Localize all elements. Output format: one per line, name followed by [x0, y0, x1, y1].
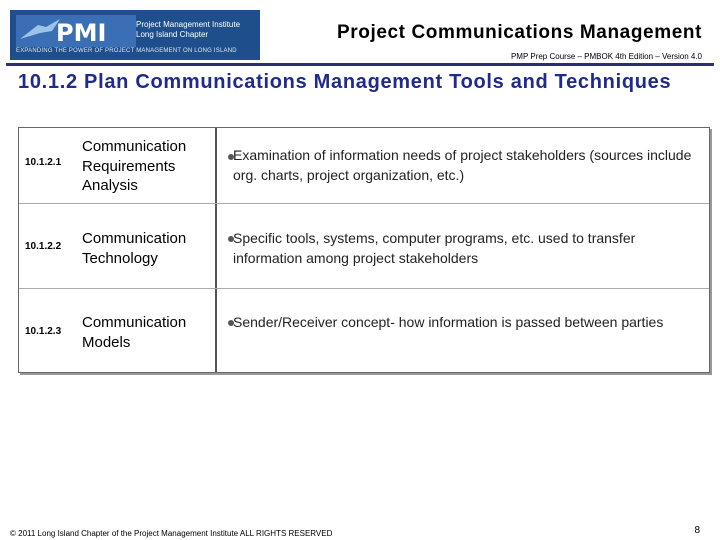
logo-line-2: Long Island Chapter: [136, 30, 209, 39]
row-description: Specific tools, systems, computer programs, etc. used to transfer information among project stakeholders: [233, 230, 636, 266]
logo-text-block: [136, 15, 256, 47]
row-description: Examination of information needs of project stakeholders (sources include org. charts, project organization, etc.): [233, 147, 692, 183]
column-divider: [215, 128, 217, 372]
row-divider: [19, 288, 709, 289]
row-description: Sender/Receiver concept- how information is passed between parties: [233, 314, 664, 330]
tools-table: [18, 127, 710, 373]
pmi-logo-icon: [16, 15, 136, 47]
row-number: 10.1.2.1: [25, 157, 62, 168]
row-name: Communication Technology: [82, 230, 187, 267]
pmi-logo-banner: [10, 10, 260, 60]
logo-tagline: EXPANDING THE POWER OF PROJECT MANAGEMENT ON LONG ISLAND: [16, 48, 237, 54]
row-divider: [19, 203, 709, 204]
logo-line-1: Project Management Institute: [136, 20, 241, 29]
svg-text:PMI: PMI: [56, 19, 107, 47]
header-subtitle: PMP Prep Course – PMBOK 4th Edition – Version 4.0: [510, 52, 702, 61]
row-number: 10.1.2.2: [25, 241, 62, 252]
footer-copyright: © 2011 Long Island Chapter of the Project Management Institute ALL RIGHTS RESERVED: [10, 529, 333, 538]
row-name: Communication Models: [82, 314, 187, 351]
page-number: 8: [694, 525, 700, 536]
slide-title: 10.1.2 Plan Communications Management Tools and Techniques: [18, 71, 672, 93]
row-name: Communication Requirements Analysis: [82, 138, 187, 194]
header-title: Project Communications Management: [336, 22, 702, 43]
row-number: 10.1.2.3: [25, 326, 62, 337]
header-rule: [6, 63, 714, 66]
